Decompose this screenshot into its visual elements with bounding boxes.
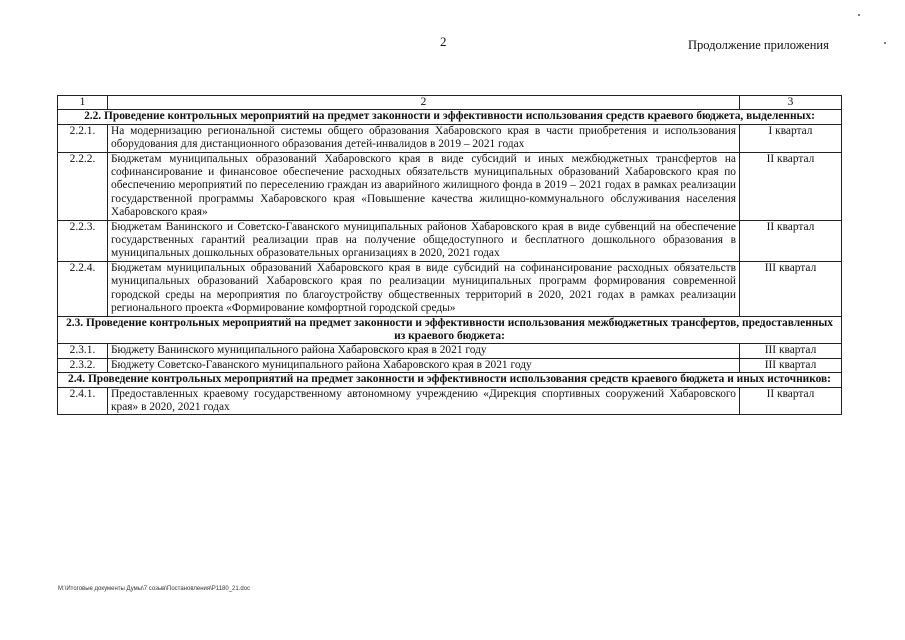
- continuation-caption: Продолжение приложения: [688, 38, 829, 52]
- section-row: [58, 110, 842, 124]
- section-row: [58, 316, 842, 344]
- row-description: Бюджетам Ванинского и Советско-Гаванского муниципальных районов Хабаровского края в виде субвенций на обеспечение государственных гарантий реализации прав на получение общедоступного и бесплатного дошкольного образования в муниципальных дошкольных образовательных организациях в 2020, 2021 годах: [108, 220, 740, 261]
- section-row: [58, 373, 842, 387]
- table-row: [58, 152, 842, 220]
- row-description: Бюджету Советско-Гаванского муниципального района Хабаровского края в 2021 году: [108, 358, 740, 372]
- table-row: [58, 344, 842, 358]
- row-term: III квартал: [740, 261, 842, 316]
- table-header-row: [58, 96, 842, 110]
- row-description: На модернизацию региональной системы общего образования Хабаровского края в части приобретения и использования оборудования для дистанционного образования детей-инвалидов в 2019 – 2021 годах: [108, 124, 740, 152]
- row-number: 2.2.1.: [58, 124, 108, 152]
- page-number: 2: [440, 34, 447, 49]
- row-term: III квартал: [740, 358, 842, 372]
- section-title-2-2: 2.2. Проведение контрольных мероприятий на предмет законности и эффективности использования средств краевого бюджета, выделенных:: [58, 110, 842, 124]
- table-row: [58, 387, 842, 415]
- file-path-footer: M:\Итоговые документы Думы\7 созыв\Постановления\P1180_21.doc: [58, 586, 251, 592]
- column-header-3: 3: [740, 96, 842, 110]
- table-row: [58, 124, 842, 152]
- control-plan-table: [57, 95, 842, 415]
- table-row: [58, 220, 842, 261]
- row-number: 2.2.4.: [58, 261, 108, 316]
- table-row: [58, 358, 842, 372]
- section-title-2-3: 2.3. Проведение контрольных мероприятий на предмет законности и эффективности использования межбюджетных трансфертов, предоставленных из краевого бюджета:: [58, 316, 842, 344]
- section-title-2-4: 2.4. Проведение контрольных мероприятий на предмет законности и эффективности использования средств краевого бюджета и иных источников:: [58, 373, 842, 387]
- row-description: Бюджетам муниципальных образований Хабаровского края в виде субсидий и иных межбюджетных трансфертов на софинансирование и финансовое обеспечение расходных обязательств муниципальных образований Хабаровского края по обеспечению мероприятий по переселению граждан из аварийного жилищного фонда в 2019 – 2021 годах в рамках реализации государственной программы Хабаровского края «Повышение качества жилищно-коммунального обслуживания населения Хабаровского края»: [108, 152, 740, 220]
- row-number: 2.2.2.: [58, 152, 108, 220]
- row-term: II квартал: [740, 387, 842, 415]
- row-number: 2.2.3.: [58, 220, 108, 261]
- row-term: II квартал: [740, 152, 842, 220]
- row-term: I квартал: [740, 124, 842, 152]
- row-number: 2.3.2.: [58, 358, 108, 372]
- row-number: 2.3.1.: [58, 344, 108, 358]
- scan-speck: [884, 42, 886, 44]
- row-description: Предоставленных краевому государственному автономному учреждению «Дирекция спортивных сооружений Хабаровского края» в 2020, 2021 годах: [108, 387, 740, 415]
- row-term: III квартал: [740, 344, 842, 358]
- row-description: Бюджетам муниципальных образований Хабаровского края в виде субсидий на софинансирование расходных обязательств муниципальных образований Хабаровского края по реализации муниципальных программ формирования современной городской среды на мероприятия по благоустройству общественных территорий в 2020, 2021 годах в рамках реализации регионального проекта «Формирование комфортной городской среды»: [108, 261, 740, 316]
- column-header-2: 2: [108, 96, 740, 110]
- row-term: II квартал: [740, 220, 842, 261]
- scan-speck: [858, 14, 860, 16]
- table-row: [58, 261, 842, 316]
- row-number: 2.4.1.: [58, 387, 108, 415]
- column-header-1: 1: [58, 96, 108, 110]
- row-description: Бюджету Ванинского муниципального района Хабаровского края в 2021 году: [108, 344, 740, 358]
